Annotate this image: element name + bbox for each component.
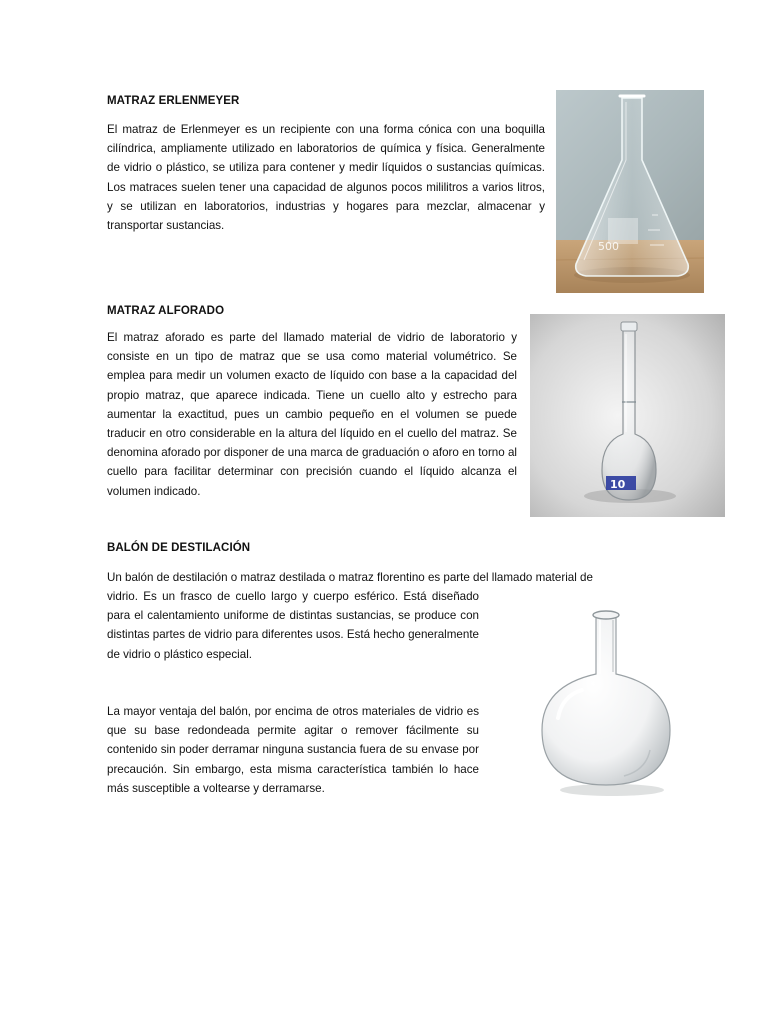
section-title-aforado: MATRAZ ALFORADO (107, 305, 225, 317)
erlenmeyer-flask-image (556, 90, 704, 293)
distillation-flask-image (520, 600, 705, 800)
section-title-balon: BALÓN DE DESTILACIÓN (107, 542, 251, 554)
section-intro-balon: Un balón de destilación o matraz destilada o matraz florentino es parte del llamado material de (107, 571, 593, 584)
section-text-balon-2: La mayor ventaja del balón, por encima de otros materiales de vidrio es que su base redondeada permite agitar o remover fácilmente su contenido sin poder derramar ninguna sustancia fuera de su envase por precaución. Sin embargo, esta misma característica también lo hace más susceptible a voltearse y derramarse. (107, 705, 479, 795)
section-text-erlenmeyer: El matraz de Erlenmeyer es un recipiente con una forma cónica con una boquilla cilíndrica, ampliamente utilizado en laboratorios de química y física. Generalmente de vidrio o plástico, se utiliza para contener y medir líquidos o sustancias químicas. Los matraces suelen tener una capacidad de algunos pocos mililitros a varios litros, y se utilizan en laboratorios, industrias y hogares para mezclar, almacenar y transportar sustancias. (107, 123, 545, 233)
section-text-balon-1: vidrio. Es un frasco de cuello largo y cuerpo esférico. Está diseñado para el calentamiento uniforme de distintas sustancias, se produce con distintas partes de vidrio para diferentes usos. Está hecho generalmente de vidrio o plástico especial. (107, 590, 479, 661)
section-text-aforado: El matraz aforado es parte del llamado material de vidrio de laboratorio y consiste en un tipo de matraz que se usa como material volumétrico. Se emplea para medir un volumen exacto de líquido con base a la capacidad del propio matraz, que aparece indicada. Tiene un cuello alto y estrecho para aumentar la exactitud, pues un cambio pequeño en el volumen se puede traducir en otro considerable en la altura del líquido en el cuello del matraz. Se denomina aforado por disponer de una marca de graduación o aforo en torno al cuello para facilitar determinar con precisión cuando el líquido alcanza el volumen indicado. (107, 331, 517, 498)
volumetric-flask-image (530, 314, 725, 517)
section-title-erlenmeyer: MATRAZ ERLENMEYER (107, 95, 240, 107)
volumetric-flask-label: 10 (610, 478, 626, 491)
erlenmeyer-volume-label: 500 (598, 240, 619, 253)
